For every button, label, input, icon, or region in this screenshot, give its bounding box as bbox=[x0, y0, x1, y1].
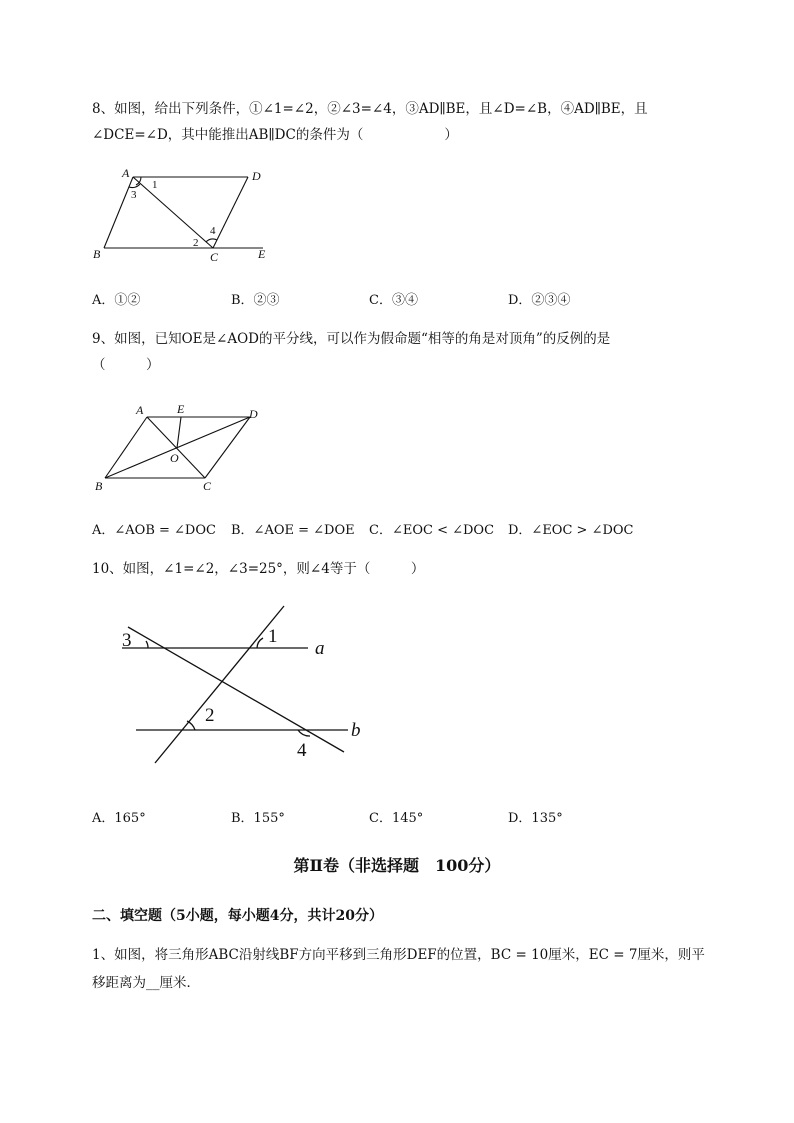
q8-angle-arc-3 bbox=[129, 184, 140, 188]
q8-text-line1: 8、如图，给出下列条件，①∠1=∠2，②∠3=∠4，③AD∥BE，且∠D=∠B，④AD∥BE，且 bbox=[92, 101, 648, 117]
q8-line-ac bbox=[133, 177, 213, 248]
q9-option-c[interactable]: C．∠EOC < ∠DOC bbox=[369, 523, 495, 538]
q9-label-a: A bbox=[136, 403, 144, 417]
q10-transversal-2 bbox=[128, 627, 344, 752]
q9-label-b: B bbox=[95, 479, 103, 493]
q8-figure bbox=[85, 160, 285, 265]
q9-option-a[interactable]: A．∠AOB = ∠DOC bbox=[92, 523, 216, 538]
q10-label-4: 4 bbox=[297, 740, 307, 761]
q8-option-a[interactable]: A．①② bbox=[92, 293, 141, 308]
q8-label-4: 4 bbox=[210, 225, 216, 237]
q10-option-c[interactable]: C．145° bbox=[369, 811, 424, 826]
q10-label-b: b bbox=[351, 720, 361, 741]
q8-option-b[interactable]: B．②③ bbox=[231, 293, 280, 308]
q9-label-c: C bbox=[203, 479, 212, 493]
q8-option-c[interactable]: C．③④ bbox=[369, 293, 418, 308]
q8-text-line2: ∠DCE=∠D，其中能推出AB∥DC的条件为（ ） bbox=[92, 127, 458, 143]
section-title: 第Ⅱ卷（非选择题 100分） bbox=[293, 856, 501, 875]
part-title: 二、填空题（5小题，每小题4分，共计20分） bbox=[92, 908, 383, 924]
q8-label-1: 1 bbox=[152, 179, 158, 191]
q10-option-d[interactable]: D．135° bbox=[508, 811, 563, 826]
f1-text-line1: 1、如图，将三角形ABC沿射线BF方向平移到三角形DEF的位置，BC = 10厘米，EC = 7厘米，则平 bbox=[92, 947, 705, 963]
q9-text-line2: （ ） bbox=[92, 357, 160, 373]
q8-label-d: D bbox=[252, 169, 261, 183]
f1-text-line2: 移距离为__厘米． bbox=[92, 975, 200, 991]
q9-line-oe bbox=[177, 417, 181, 448]
q9-label-o: O bbox=[170, 451, 179, 465]
q10-option-b[interactable]: B．155° bbox=[231, 811, 285, 826]
q10-label-2: 2 bbox=[205, 705, 215, 726]
q10-label-a: a bbox=[315, 638, 325, 659]
q10-angle-arc-2 bbox=[187, 721, 195, 730]
q8-option-d[interactable]: D．②③④ bbox=[508, 293, 571, 308]
q9-label-d: D bbox=[249, 407, 258, 421]
q9-option-b[interactable]: B．∠AOE = ∠DOE bbox=[231, 523, 355, 538]
q8-angle-arc-4 bbox=[206, 239, 217, 242]
q10-angle-arc-3 bbox=[146, 641, 148, 648]
q10-figure bbox=[110, 598, 380, 770]
q8-label-2: 2 bbox=[193, 237, 199, 249]
q8-label-e: E bbox=[258, 247, 266, 261]
q9-option-d[interactable]: D．∠EOC > ∠DOC bbox=[508, 523, 634, 538]
q10-angle-arc-1 bbox=[257, 638, 263, 648]
q10-option-a[interactable]: A．165° bbox=[92, 811, 146, 826]
q10-text-line1: 10、如图，∠1=∠2，∠3=25°，则∠4等于（ ） bbox=[92, 561, 425, 577]
q8-label-b: B bbox=[93, 247, 101, 261]
q9-line-ac bbox=[147, 417, 205, 478]
q8-label-a: A bbox=[122, 166, 130, 180]
q8-label-3: 3 bbox=[131, 189, 137, 201]
q9-text-line1: 9、如图，已知OE是∠AOD的平分线，可以作为假命题“相等的角是对顶角”的反例的是 bbox=[92, 331, 611, 347]
q8-line-dc bbox=[213, 177, 248, 248]
q10-label-1: 1 bbox=[268, 626, 278, 647]
q10-transversal-1 bbox=[155, 606, 284, 763]
q9-label-e: E bbox=[177, 402, 185, 416]
q8-line-ab bbox=[104, 177, 133, 248]
q8-label-c: C bbox=[210, 250, 219, 264]
q9-figure bbox=[88, 398, 268, 496]
q10-label-3: 3 bbox=[122, 630, 132, 651]
